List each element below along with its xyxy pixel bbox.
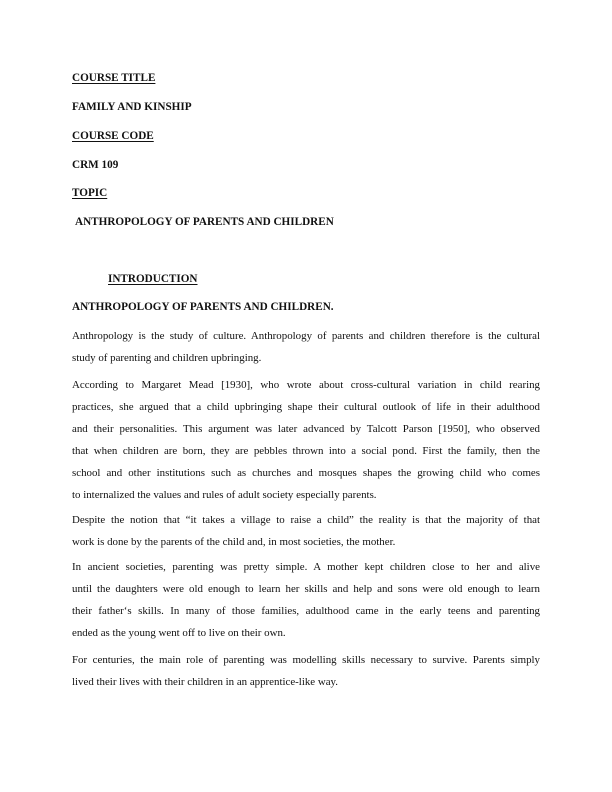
paragraph-line: their father‘s skills. In many of those families, adulthood came in the early teens and parenting (72, 605, 540, 617)
paragraph-line: and their personalities. This argument was later advanced by Talcott Parson [1950], who observed (72, 423, 540, 435)
paragraph (72, 509, 540, 553)
paragraph-line: school and other institutions such as churches and mosques shapes the growing child who comes (72, 467, 540, 479)
course-code-value: CRM 109 (72, 159, 119, 171)
paragraph-line: In ancient societies, parenting was pretty simple. A mother kept children close to her and alive (72, 561, 540, 573)
paragraph-line: According to Margaret Mead [1930], who wrote about cross-cultural variation in child rearing (72, 379, 540, 391)
paragraph-line: Anthropology is the study of culture. Anthropology of parents and children therefore is the cultural (72, 330, 540, 342)
section-heading: INTRODUCTION (108, 273, 198, 285)
paragraph (72, 556, 540, 644)
paragraph-line: study of parenting and children upbringing. (72, 352, 262, 364)
topic-value: ANTHROPOLOGY OF PARENTS AND CHILDREN (75, 216, 334, 228)
course-title-value: FAMILY AND KINSHIP (72, 101, 192, 113)
course-title-label: COURSE TITLE (72, 72, 156, 84)
section-subheading: ANTHROPOLOGY OF PARENTS AND CHILDREN. (72, 301, 334, 313)
topic-label: TOPIC (72, 187, 108, 199)
paragraph-line: work is done by the parents of the child and, in most societies, the mother. (72, 536, 396, 548)
paragraph (72, 374, 540, 506)
paragraph-line: that when children are born, they are pebbles thrown into a social pond. First the family, then the (72, 445, 540, 457)
paragraph (72, 649, 540, 693)
paragraph-line: until the daughters were old enough to learn her skills and help and sons were old enough to learn (72, 583, 540, 595)
paragraph (72, 325, 540, 369)
paragraph-line: ended as the young went off to live on their own. (72, 627, 286, 639)
paragraph-line: Despite the notion that “it takes a village to raise a child” the reality is that the majority of that (72, 514, 540, 526)
course-code-label: COURSE CODE (72, 130, 154, 142)
paragraph-line: For centuries, the main role of parenting was modelling skills necessary to survive. Parents simply (72, 654, 540, 666)
paragraph-line: lived their lives with their children in an apprentice-like way. (72, 676, 339, 688)
paragraph-line: to internalized the values and rules of adult society especially parents. (72, 489, 377, 501)
paragraph-line: practices, she argued that a child upbringing shape their cultural outlook of life in their adulthood (72, 401, 540, 413)
